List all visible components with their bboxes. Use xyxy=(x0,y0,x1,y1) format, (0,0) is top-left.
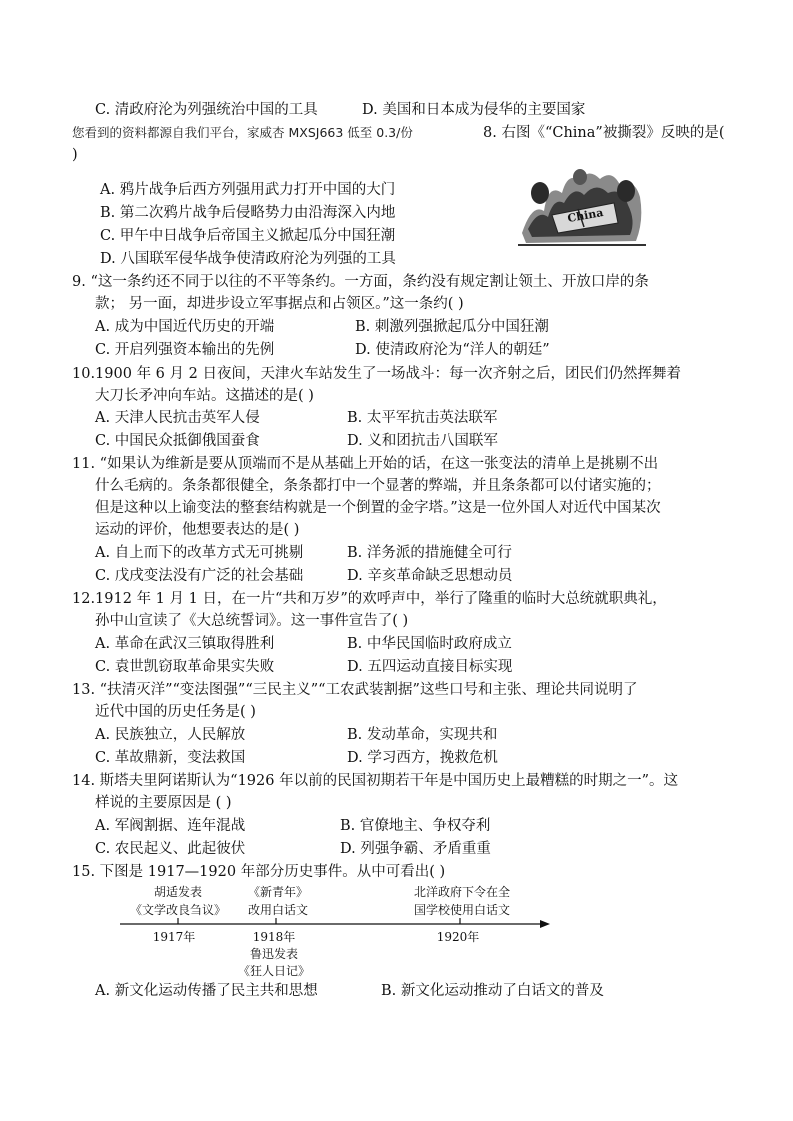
q13-stem-line1: 13. “扶清灭洋”“变法图强”“三民主义”“工农武装割据”这些口号和主张、理论共同说明了 xyxy=(72,682,638,698)
q8-stem: 8. 右图《“China”被撕裂》反映的是( xyxy=(483,125,725,141)
q9-option-a: A. 成为中国近代历史的开端 xyxy=(95,319,275,335)
history-timeline xyxy=(112,880,552,980)
q8-option-a: A. 鸦片战争后西方列强用武力打开中国的大门 xyxy=(100,182,396,198)
timeline-event-1917-line1: 胡适发表 xyxy=(153,885,203,899)
q9-option-b: B. 刺激列强掀起瓜分中国狂潮 xyxy=(355,319,549,335)
q12-option-b: B. 中华民国临时政府成立 xyxy=(347,636,512,652)
timeline-event-1920-line2: 国学校使用白话文 xyxy=(413,903,511,917)
q9-option-d: D. 使清政府沦为“洋人的朝廷” xyxy=(355,342,550,358)
q14-stem-line2: 样说的主要原因是 ( ) xyxy=(95,795,232,811)
q12-option-d: D. 五四运动直接目标实现 xyxy=(347,659,513,675)
q14-option-d: D. 列强争霸、矛盾重重 xyxy=(340,841,491,857)
q10-option-c: C. 中国民众抵御俄国蚕食 xyxy=(95,433,260,449)
timeline-year-1918: 1918年 xyxy=(252,930,296,944)
timeline-event-1918b-line2: 《狂人日记》 xyxy=(237,964,311,978)
q14-option-b: B. 官僚地主、争权夺利 xyxy=(340,818,491,834)
q8-option-c: C. 甲午中日战争后帝国主义掀起瓜分中国狂潮 xyxy=(100,228,396,244)
q10-option-b: B. 太平军抗击英法联军 xyxy=(347,410,498,426)
q7-option-c: C. 清政府沦为列强统治中国的工具 xyxy=(95,102,318,118)
q8-option-b: B. 第二次鸦片战争后侵略势力由沿海深入内地 xyxy=(100,205,396,221)
q13-option-c: C. 革故鼎新，变法救国 xyxy=(95,750,246,766)
timeline-event-1917-line2: 《文学改良刍议》 xyxy=(129,903,227,917)
timeline-event-1920-line1: 北洋政府下令在全 xyxy=(413,885,511,899)
q10-stem-line1: 10.1900 年 6 月 2 日夜间，天津火车站发生了一场战斗：每一次齐射之后，团民们仍然挥舞着 xyxy=(72,366,681,382)
q13-stem-line2: 近代中国的历史任务是( ) xyxy=(95,704,256,720)
q10-stem-line2: 大刀长矛冲向车站。这描述的是( ) xyxy=(95,388,314,404)
q12-stem-line2: 孙中山宣读了《大总统誓词》。这一事件宣告了( ) xyxy=(95,613,409,629)
q14-option-a: A. 军阀割据、连年混战 xyxy=(95,818,246,834)
q7-option-d: D. 美国和日本成为侵华的主要国家 xyxy=(362,102,586,118)
q14-option-c: C. 农民起义、此起彼伏 xyxy=(95,841,246,857)
q8-stem-tail: ) xyxy=(72,147,78,163)
q11-option-b: B. 洋务派的措施健全可行 xyxy=(347,545,512,561)
timeline-event-1918-line2: 改用白话文 xyxy=(247,903,309,917)
q15-stem-line1: 15. 下图是 1917—1920 年部分历史事件。从中可看出( ) xyxy=(72,864,446,880)
q11-stem-line1: 11. “如果认为维新是要从顶端而不是从基础上开始的话，在这一张变法的清单上是挑剔不出 xyxy=(72,456,659,472)
q11-option-a: A. 自上而下的改革方式无可挑剔 xyxy=(95,545,304,561)
timeline-arrow-icon xyxy=(540,920,550,928)
timeline-event-1918b-line1: 鲁迅发表 xyxy=(249,947,299,961)
q9-stem-line1: 9. “这一条约还不同于以往的不平等条约。一方面，条约没有规定割让领土、开放口岸的条 xyxy=(72,274,649,290)
q12-option-a: A. 革命在武汉三镇取得胜利 xyxy=(95,636,275,652)
china-torn-cartoon xyxy=(518,163,646,249)
q11-stem-line4: 运动的评价，他想要表达的是( ) xyxy=(95,522,300,538)
q12-stem-line1: 12.1912 年 1 月 1 日，在一片“共和万岁”的欢呼声中，举行了隆重的临时大总统就职典礼， xyxy=(72,591,667,607)
q11-option-d: D. 辛亥革命缺乏思想动员 xyxy=(347,568,513,584)
q9-stem-line2: 款； 另一面，却进步设立军事据点和占领区。”这一条约( ) xyxy=(95,296,464,312)
q15-option-a: A. 新文化运动传播了民主共和思想 xyxy=(95,983,318,999)
q11-stem-line3: 但是这种以上谕变法的整套结构就是一个倒置的金字塔。”这是一位外国人对近代中国某次 xyxy=(95,500,661,516)
q11-option-c: C. 戊戌变法没有广泛的社会基础 xyxy=(95,568,304,584)
q10-option-a: A. 天津人民抗击英军人侵 xyxy=(95,410,260,426)
timeline-year-1917: 1917年 xyxy=(152,930,196,944)
q10-option-d: D. 义和团抗击八国联军 xyxy=(347,433,498,449)
watermark-text: 您看到的资料都源自我们平台，家威杏 MXSJ663 低至 0.3/份 xyxy=(72,125,413,140)
timeline-year-1920: 1920年 xyxy=(436,930,480,944)
q9-option-c: C. 开启列强资本输出的先例 xyxy=(95,342,275,358)
q13-option-b: B. 发动革命，实现共和 xyxy=(347,727,498,743)
q13-option-a: A. 民族独立，人民解放 xyxy=(95,727,246,743)
q13-option-d: D. 学习西方，挽救危机 xyxy=(347,750,498,766)
q15-option-b: B. 新文化运动推动了白话文的普及 xyxy=(381,983,604,999)
q14-stem-line1: 14. 斯塔夫里阿诺斯认为“1926 年以前的民国初期若干年是中国历史上最糟糕的时期之一”。这 xyxy=(72,773,679,789)
cartoon-caption: China xyxy=(566,206,605,226)
q8-option-d: D. 八国联军侵华战争使清政府沦为列强的工具 xyxy=(100,251,396,267)
q12-option-c: C. 袁世凯窃取革命果实失败 xyxy=(95,659,275,675)
timeline-event-1918-line1: 《新青年》 xyxy=(247,885,309,899)
q11-stem-line2: 什么毛病的。条条都很健全，条条都打中一个显著的弊端，并且条条都可以付诸实施的； xyxy=(95,478,661,494)
